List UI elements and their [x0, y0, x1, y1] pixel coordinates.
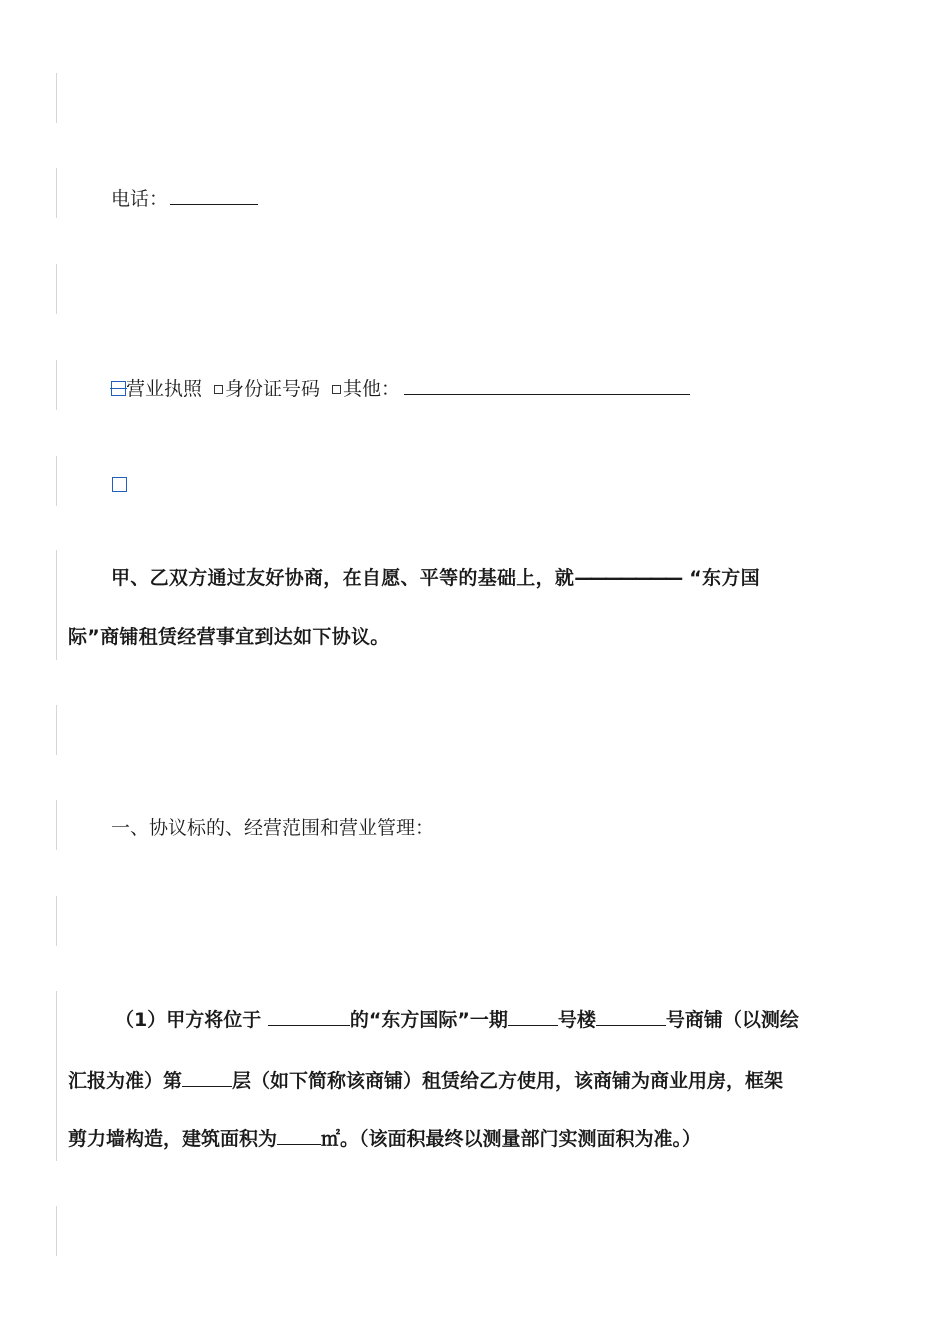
margin-marker	[56, 73, 57, 123]
phone-blank[interactable]	[170, 184, 258, 205]
area-blank[interactable]	[277, 1124, 321, 1145]
clause-1-line-1	[115, 1005, 799, 1034]
intro-text: 甲、乙双方通过友好协商，在自愿、平等的基础上，就	[111, 567, 575, 589]
margin-marker	[56, 168, 57, 218]
margin-marker	[56, 705, 57, 755]
checkbox-icon[interactable]	[111, 381, 126, 396]
checkbox-icon[interactable]	[214, 385, 223, 394]
id-option-id-number: 身份证号码	[225, 378, 321, 400]
id-type-line	[111, 374, 690, 403]
checkbox-icon[interactable]	[112, 477, 127, 492]
clause-1-text-b: 的“东方国际”一期	[349, 1009, 508, 1031]
id-option-business-license: 营业执照	[126, 378, 203, 400]
checkbox-icon[interactable]	[332, 385, 341, 394]
id-option-other: 其他：	[343, 378, 401, 400]
margin-marker	[56, 991, 57, 1161]
phone-label: 电话：	[111, 188, 169, 210]
clause-1-line-3	[68, 1124, 701, 1153]
margin-marker	[56, 896, 57, 946]
margin-marker	[56, 456, 57, 506]
clause-1-text-f: 层（如下简称该商铺）租赁给乙方使用，该商铺为商业用房，框架	[232, 1070, 784, 1092]
section-heading	[111, 814, 434, 842]
margin-marker	[56, 550, 57, 660]
shop-number-blank[interactable]	[596, 1005, 666, 1026]
clause-1-line-2	[68, 1066, 783, 1095]
margin-marker	[56, 800, 57, 850]
location-blank[interactable]	[268, 1005, 350, 1026]
margin-marker	[56, 360, 57, 410]
floor-blank[interactable]	[182, 1066, 232, 1087]
margin-marker	[56, 1206, 57, 1256]
clause-1-text-a: （1）甲方将位于	[115, 1009, 268, 1031]
intro-line-2	[68, 623, 390, 651]
clause-1-text-g: 剪力墙构造，建筑面积为	[68, 1128, 278, 1150]
clause-1-text-h: ㎡。（该面积最终以测量部门实测面积为准。）	[321, 1128, 702, 1150]
section-1-heading: 一、协议标的、经营范围和营业管理：	[111, 817, 435, 839]
phone-line	[111, 184, 258, 213]
intro-line-1	[111, 564, 760, 592]
empty-checkbox-line	[112, 471, 127, 499]
margin-marker	[56, 264, 57, 314]
clause-1-text-c: 号楼	[557, 1009, 596, 1031]
intro-tail: “东方国	[689, 567, 760, 589]
building-number-blank[interactable]	[508, 1005, 558, 1026]
other-id-blank[interactable]	[404, 374, 690, 395]
intro-text-2: 际”商铺租赁经营事宜到达如下协议。	[68, 626, 390, 648]
clause-1-text-e: 汇报为准）第	[68, 1070, 183, 1092]
intro-dash: ———————	[574, 567, 680, 589]
clause-1-text-d: 号商铺（以测绘	[665, 1009, 799, 1031]
